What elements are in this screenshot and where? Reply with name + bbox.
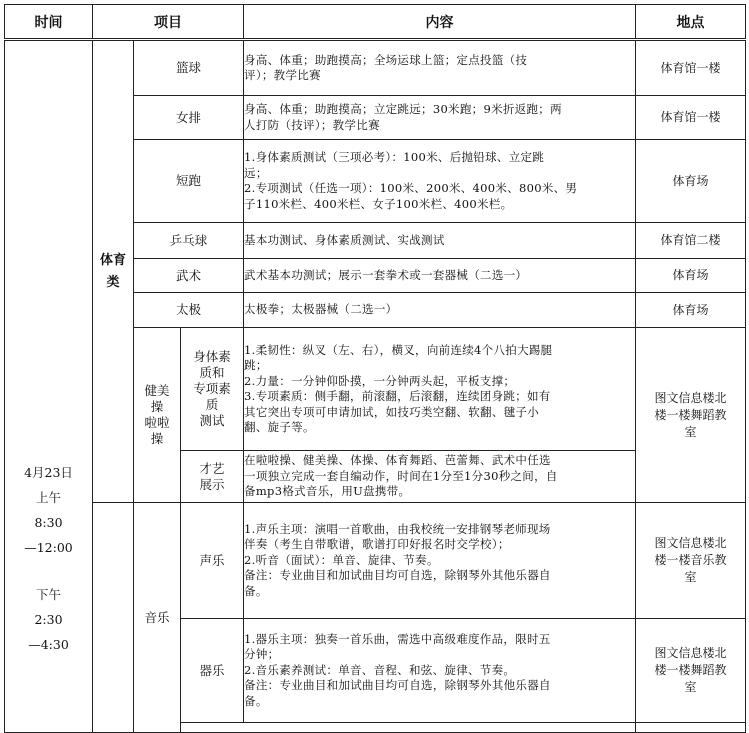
item-instrument: 器乐 xyxy=(181,619,244,723)
content-line: 2.音乐素养测试：单音、音程、和弦、旋律、节奏。 xyxy=(244,662,516,677)
header-row xyxy=(5,5,746,40)
item-fitness-line: 测试 xyxy=(199,413,225,428)
category-cheer-line: 操 xyxy=(150,431,164,446)
content-line: 身高、体重；助跑摸高；全场运球上篮；定点投篮（技 xyxy=(244,52,528,67)
location-vocal xyxy=(636,503,746,619)
pm-end: —4:30 xyxy=(28,637,69,652)
category-cheer-line: 健美 xyxy=(144,383,170,398)
item-talent-line: 才艺 xyxy=(199,460,225,476)
category-music: 音乐 xyxy=(134,503,181,733)
item-talent-line: 展示 xyxy=(199,476,225,492)
location-vocal-line: 图文信息楼北 xyxy=(654,536,727,550)
trailing-cell xyxy=(181,723,636,733)
location-cheer-line: 楼一楼舞蹈教 xyxy=(654,407,727,422)
content-line: 2.力量：一分钟仰卧摸，一分钟两头起，平板支撑； xyxy=(244,373,516,388)
item-fitness-line: 质 xyxy=(205,397,219,412)
header-location: 地点 xyxy=(636,5,746,40)
header-time: 时间 xyxy=(5,5,93,40)
location-volleyball: 体育馆一楼 xyxy=(636,96,746,140)
category-sports-line-1: 体育 xyxy=(99,252,126,268)
item-wushu: 武术 xyxy=(134,259,244,293)
content-pingpong xyxy=(244,223,636,259)
item-vocal: 声乐 xyxy=(181,503,244,619)
am-start: 8:30 xyxy=(34,515,63,530)
content-vocal xyxy=(244,503,636,619)
content-line: 基本功测试、身体素质测试、实战测试 xyxy=(244,232,445,247)
trailing-content xyxy=(636,723,746,733)
content-line: 在啦啦操、健美操、体操、体育舞蹈、芭蕾舞、武术中任选 xyxy=(244,453,551,468)
pm-start: 2:30 xyxy=(34,612,63,627)
item-taiji: 太极 xyxy=(134,293,244,328)
exam-date: 4月23日 xyxy=(24,465,73,480)
content-line: 一项独立完成一套自编动作，时间在1分至1分30秒之间，自 xyxy=(244,468,558,483)
item-volleyball: 女排 xyxy=(134,96,244,140)
content-line: 3.专项素质：侧手翻，前滚翻，后滚翻，连续团身跳；如有 xyxy=(244,389,551,403)
content-sprint xyxy=(244,140,636,223)
content-line: 1.柔韧性：纵叉（左、右），横叉，向前连续4个八拍大踢腿 xyxy=(244,342,553,357)
header-content: 内容 xyxy=(244,5,636,40)
content-wushu xyxy=(244,259,636,293)
content-line: 1.声乐主项：演唱一首歌曲，由我校统一安排钢琴老师现场 xyxy=(244,521,551,536)
location-pingpong: 体育馆二楼 xyxy=(636,223,746,259)
item-fitness xyxy=(181,328,244,451)
content-line: 分钟； xyxy=(244,647,280,662)
location-vocal-line: 楼一楼音乐教 xyxy=(654,553,727,567)
content-line: 太极拳；太极器械（二选一） xyxy=(244,302,398,317)
item-sprint: 短跑 xyxy=(134,140,244,223)
content-volleyball xyxy=(244,96,636,140)
content-line: 备mp3格式音乐，用U盘携带。 xyxy=(244,484,411,499)
category-sports-line-2: 类 xyxy=(106,274,120,290)
content-basketball xyxy=(244,40,636,96)
category-music-spacer xyxy=(93,503,134,733)
am-label: 上午 xyxy=(35,490,61,505)
table-row-basketball xyxy=(5,40,746,96)
location-wushu: 体育场 xyxy=(636,259,746,293)
item-pingpong: 乒乓球 xyxy=(134,223,244,259)
location-instrument-line: 楼一楼舞蹈教 xyxy=(654,663,727,677)
content-line: 备。 xyxy=(244,583,268,598)
location-instrument-line: 图文信息楼北 xyxy=(654,646,727,660)
content-line: 伴奏（考生自带歌谱，歌谱打印好报名时交学校）； xyxy=(244,537,510,552)
content-instrument xyxy=(244,619,636,723)
content-line: 1.身体素质测试（三项必考）：100米、后抛铅球、立定跳 xyxy=(244,150,545,164)
location-cheer xyxy=(636,328,746,503)
content-line: 2.听音（面试）：单音、旋律、节奏。 xyxy=(244,552,439,567)
item-fitness-line: 专项素 xyxy=(193,381,231,396)
content-line: 远； xyxy=(244,165,268,180)
location-taiji: 体育场 xyxy=(636,293,746,328)
item-fitness-line: 质和 xyxy=(199,365,225,380)
category-cheer-line: 操 xyxy=(150,399,164,414)
category-cheer-line: 啦啦 xyxy=(144,415,170,430)
time-cell xyxy=(5,40,93,733)
location-basketball: 体育馆一楼 xyxy=(636,40,746,96)
content-line: 跳； xyxy=(244,358,268,372)
content-line: 身高、体重；助跑摸高；立定跳远；30米跑；9米折返跑；两 xyxy=(244,102,562,116)
am-end: —12:00 xyxy=(24,540,73,555)
content-taiji xyxy=(244,293,636,328)
category-sports xyxy=(93,40,134,503)
content-line: 翻、旋子等。 xyxy=(244,420,315,434)
content-line: 2.专项测试（任选一项）：100米、200米、400米、800米、男 xyxy=(244,181,578,195)
location-vocal-line: 室 xyxy=(684,570,697,584)
content-line: 子110米栏、400米栏、女子100米栏、400米栏。 xyxy=(244,196,513,211)
content-line: 备注：专业曲目和加试曲目均可自选，除钢琴外其他乐器自 xyxy=(244,568,551,583)
item-basketball: 篮球 xyxy=(134,40,244,96)
content-line: 武术基本功测试；展示一套拳术或一套器械（二选一） xyxy=(244,267,528,282)
content-line: 备注：专业曲目和加试曲目均可自选，除钢琴外其他乐器自 xyxy=(244,678,551,693)
pm-label: 下午 xyxy=(35,587,61,602)
content-line: 人打防（技评）；教学比赛 xyxy=(244,117,380,132)
table-row-vocal xyxy=(5,503,746,619)
category-cheer xyxy=(134,328,181,503)
location-instrument xyxy=(636,619,746,723)
location-instrument-line: 室 xyxy=(684,680,697,694)
location-cheer-line: 图文信息楼北 xyxy=(654,390,727,405)
location-sprint: 体育场 xyxy=(636,140,746,223)
item-talent xyxy=(181,451,244,503)
exam-schedule-table xyxy=(4,4,746,733)
location-cheer-line: 室 xyxy=(684,424,697,439)
content-fitness xyxy=(244,328,636,451)
item-fitness-line: 身体素 xyxy=(193,349,231,364)
content-line: 1.器乐主项：独奏一首乐曲，需选中高级难度作品，限时五 xyxy=(244,631,551,646)
content-line: 其它突出专项可申请加试，如技巧类空翻、软翻、毽子小 xyxy=(244,404,540,419)
header-item: 项目 xyxy=(93,5,244,40)
content-talent xyxy=(244,451,636,503)
content-line: 备。 xyxy=(244,693,268,708)
content-line: 评）；教学比赛 xyxy=(244,68,321,82)
